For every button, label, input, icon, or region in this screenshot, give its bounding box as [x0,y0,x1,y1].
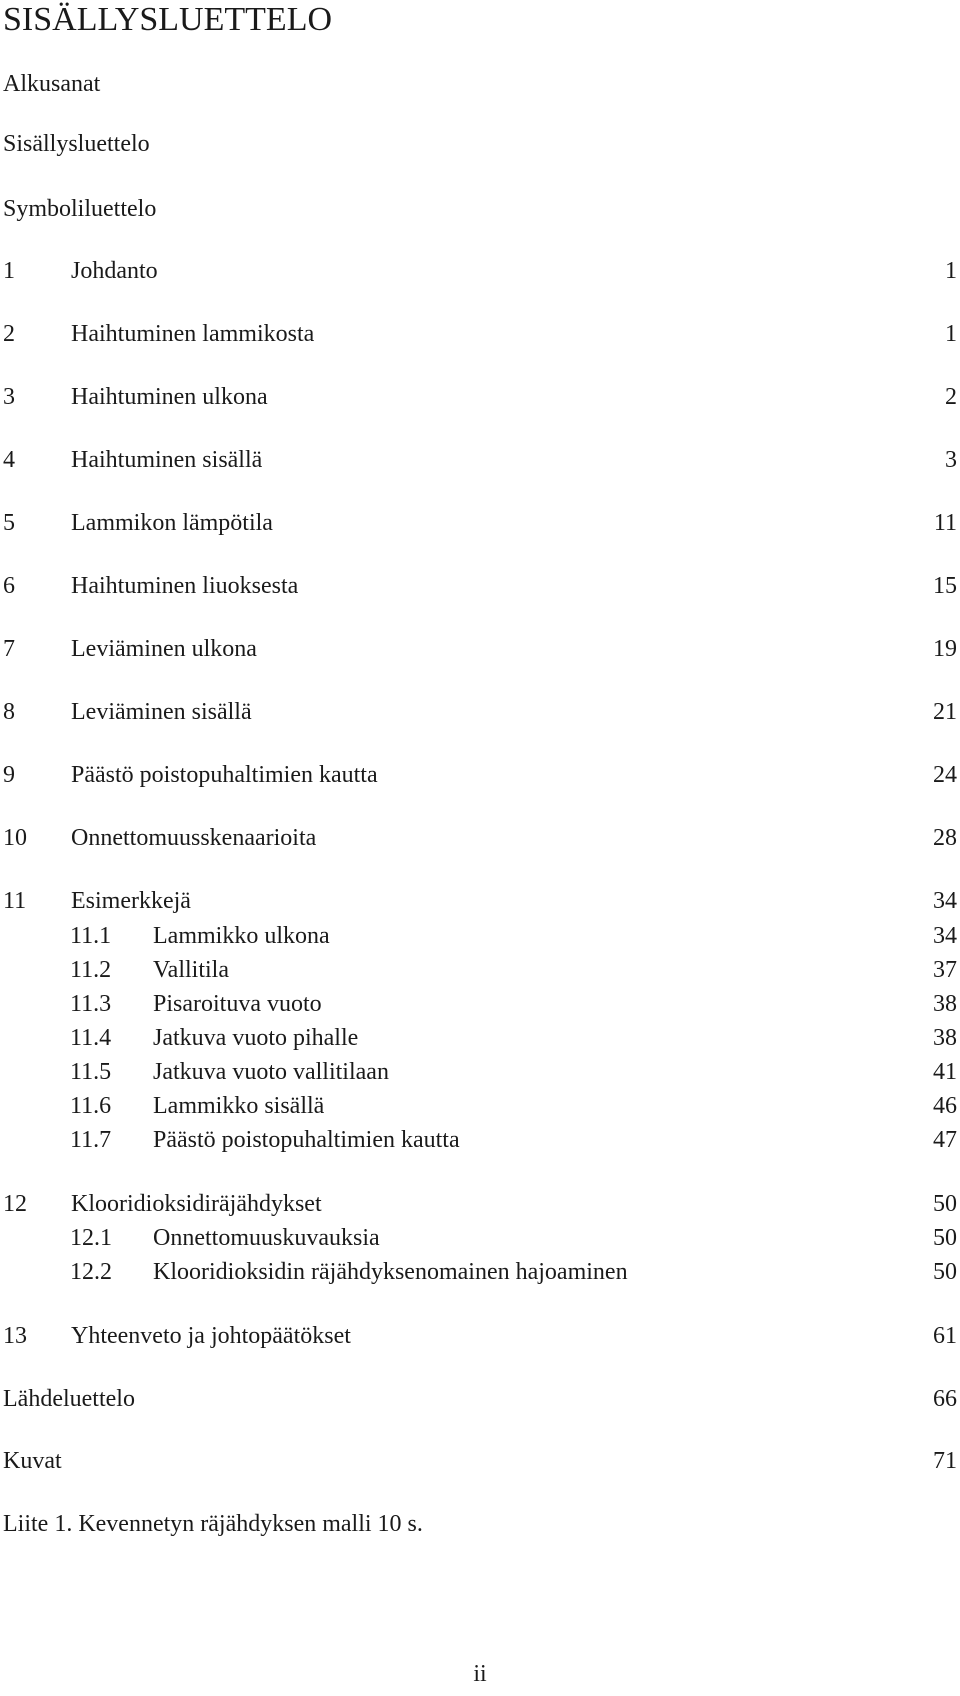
toc-section [3,1222,957,1254]
entry-page: 38 [933,991,957,1017]
entry-page: 66 [933,1386,957,1412]
entry-page: 3 [945,447,957,473]
entry-label: Lammikko ulkona [153,923,330,949]
entry-number: 11.1 [70,923,112,949]
entry-page: 38 [933,1025,957,1051]
entry-label: Sisällysluettelo [3,131,150,157]
entry-label: Lammikko sisällä [153,1093,325,1119]
entry-page: 19 [933,636,957,662]
entry-number: 11.3 [70,991,112,1017]
entry-number: 13 [3,1323,27,1349]
entry-number: 5 [3,510,15,536]
toc-section [3,1022,957,1054]
toc-chapter [3,633,957,665]
entry-label: Jatkuva vuoto pihalle [153,1025,359,1051]
entry-page: 50 [933,1225,957,1251]
toc-section [3,1124,957,1156]
entry-page: 24 [933,762,957,788]
toc-section [3,1090,957,1122]
entry-number: 12 [3,1191,27,1217]
entry-number: 11.6 [70,1093,112,1119]
entry-number: 4 [3,447,15,473]
entry-number: 11.2 [70,957,112,983]
toc-chapter [3,255,957,287]
entry-number: 3 [3,384,15,410]
entry-page: 15 [933,573,957,599]
entry-page: 34 [933,888,957,914]
entry-label: Lammikon lämpötila [71,510,273,536]
entry-label: Vallitila [153,957,229,983]
toc-entry-contents [3,128,957,160]
entry-label: Liite 1. Kevennetyn räjähdyksen malli 10 s. [3,1511,423,1537]
toc-entry-references [3,1383,957,1415]
entry-number: 9 [3,762,15,788]
entry-page: 1 [945,258,957,284]
entry-label: Klooridioksidiräjähdykset [71,1191,322,1217]
entry-label: Jatkuva vuoto vallitilaan [153,1059,389,1085]
entry-number: 8 [3,699,15,725]
entry-number: 11.7 [70,1127,112,1153]
entry-label: Onnettomuusskenaarioita [71,825,317,851]
toc-chapter [3,885,957,917]
entry-number: 11.5 [70,1059,112,1085]
toc-section [3,954,957,986]
entry-page: 47 [933,1127,957,1153]
entry-page: 61 [933,1323,957,1349]
entry-number: 12.2 [70,1259,112,1285]
toc-chapter [3,318,957,350]
toc-chapter [3,507,957,539]
entry-page: 1 [945,321,957,347]
toc-entry-figures [3,1445,957,1477]
toc-entry-appendix [3,1508,957,1540]
entry-label: Klooridioksidin räjähdyksenomainen hajoaminen [153,1259,628,1285]
entry-page: 41 [933,1059,957,1085]
entry-label: Päästö poistopuhaltimien kautta [153,1127,460,1153]
toc-chapter [3,1320,957,1352]
entry-label: Päästö poistopuhaltimien kautta [71,762,378,788]
entry-page: 46 [933,1093,957,1119]
toc-entry-symbols [3,193,957,225]
entry-label: Yhteenveto ja johtopäätökset [71,1323,351,1349]
entry-number: 10 [3,825,27,851]
toc-chapter [3,570,957,602]
entry-page: 2 [945,384,957,410]
entry-number: 11.4 [70,1025,112,1051]
entry-page: 50 [933,1191,957,1217]
toc-section [3,988,957,1020]
entry-number: 1 [3,258,15,284]
page-number: ii [473,1661,487,1687]
toc-entry-foreword [3,68,957,100]
entry-page: 11 [933,510,957,536]
toc-chapter [3,1188,957,1220]
toc-section [3,1056,957,1088]
entry-number: 6 [3,573,15,599]
entry-number: 2 [3,321,15,347]
entry-number: 11 [3,888,27,914]
entry-page: 50 [933,1259,957,1285]
toc-chapter [3,696,957,728]
entry-label: Esimerkkejä [71,888,191,914]
entry-label: Pisaroituva vuoto [153,991,322,1017]
toc-chapter [3,444,957,476]
entry-label: Lähdeluettelo [3,1386,135,1412]
toc-chapter [3,822,957,854]
entry-label: Onnettomuuskuvauksia [153,1225,380,1251]
toc-chapter [3,759,957,791]
entry-label: Johdanto [71,258,158,284]
entry-label: Symboliluettelo [3,196,157,222]
toc-title: SISÄLLYSLUETTELO [3,1,333,38]
entry-number: 12.1 [70,1225,112,1251]
entry-label: Haihtuminen liuoksesta [71,573,299,599]
entry-label: Haihtuminen lammikosta [71,321,315,347]
entry-label: Kuvat [3,1448,62,1474]
entry-page: 37 [933,957,957,983]
entry-page: 28 [933,825,957,851]
entry-page: 34 [933,923,957,949]
toc-section [3,1256,957,1288]
entry-page: 71 [933,1448,957,1474]
entry-label: Leviäminen ulkona [71,636,257,662]
entry-label: Alkusanat [3,71,101,97]
entry-label: Haihtuminen ulkona [71,384,268,410]
toc-section [3,920,957,952]
entry-number: 7 [3,636,15,662]
entry-page: 21 [933,699,957,725]
entry-label: Haihtuminen sisällä [71,447,263,473]
toc-chapter [3,381,957,413]
entry-label: Leviäminen sisällä [71,699,252,725]
